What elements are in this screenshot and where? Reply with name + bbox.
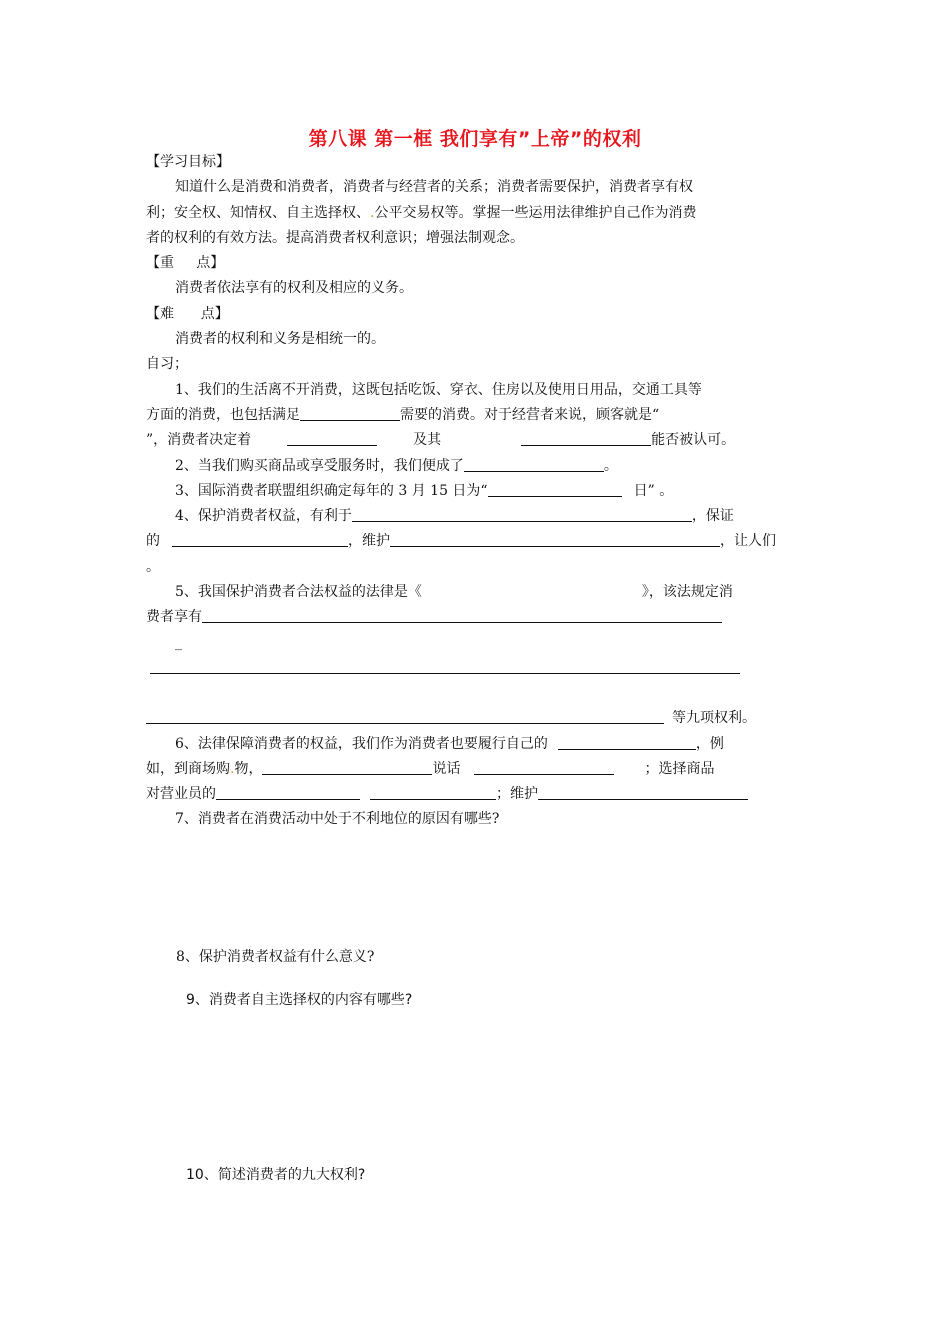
difficulty-text: 消费者的权利和义务是相统一的。 — [175, 331, 385, 348]
q5-text-a: 5、我国保护消费者合法权益的法律是《 — [175, 584, 422, 601]
q5-line-4 — [146, 656, 806, 681]
blank-rights-list-3[interactable] — [146, 708, 664, 724]
goals-line-2a: 利；安全权、知情权、自主选择权、 — [146, 204, 370, 221]
q8-question: 8、保护消费者权益有什么意义? — [176, 949, 375, 965]
decorative-dot: . — [230, 760, 235, 777]
q5-line-1 — [146, 580, 806, 605]
q6-line-1 — [146, 732, 806, 757]
goals-line-3: 者的权利的有效方法。提高消费者权利意识；增强法制观念。 — [146, 229, 524, 246]
q4-text-d: ，维护 — [348, 533, 390, 550]
q4-text-e: ，让人们 — [720, 533, 776, 550]
q5-text-c: 费者享有 — [146, 609, 202, 626]
q6-text-b: ，例 — [695, 735, 724, 752]
q6-text-c2: 物， — [234, 760, 263, 777]
blank-maintain-order[interactable] — [538, 784, 748, 800]
q5-text-e: 等九项权利。 — [672, 710, 756, 727]
blank-obligations[interactable] — [558, 734, 696, 750]
blank-choose[interactable] — [474, 759, 614, 775]
q5-line-6 — [146, 706, 806, 731]
blank-rights-list-2[interactable] — [150, 658, 740, 674]
q4-text-c: 的 — [146, 533, 160, 550]
q5-line-3: _ — [175, 634, 182, 651]
q1-line-1: 1、我们的生活离不开消费，这既包括吃饭、穿衣、住房以及使用日用品，交通工具等 — [175, 381, 702, 398]
goals-line-1: 知道什么是消费和消费者，消费者与经营者的关系；消费者需要保护，消费者享有权 — [175, 179, 693, 196]
q1-text-c3: 能否被认可。 — [651, 432, 736, 449]
decorative-dot: . — [370, 204, 375, 221]
blank-decides[interactable] — [287, 430, 377, 446]
blank-maintain[interactable] — [390, 531, 720, 547]
q7-question: 7、消费者在消费活动中处于不利地位的原因有哪些? — [175, 811, 500, 828]
blank-need-type[interactable] — [300, 405, 400, 421]
blank-clerk-1[interactable] — [216, 784, 360, 800]
q4-line-3: 。 — [146, 558, 160, 575]
q3-text-a: 3、国际消费者联盟组织确定每年的 3 月 15 日为“ — [175, 482, 488, 499]
blank-rights-day[interactable] — [488, 481, 622, 497]
q6-text-d2: ；维护 — [496, 786, 538, 803]
blank-consumer[interactable] — [464, 456, 604, 472]
lesson-title: 第八课 第一框 我们享有”上帝”的权利 — [308, 128, 642, 150]
blank-rights-list-1[interactable] — [202, 607, 722, 623]
q4-text-b: ，保证 — [691, 508, 734, 525]
blank-beneficial[interactable] — [352, 506, 692, 522]
q1-text-b2: 需要的消费。对于经营者来说，顾客就是“ — [400, 406, 660, 423]
goals-line-2b: 公平交易权等。掌握一些运用法律维护自己作为消费 — [374, 204, 697, 221]
q2-line — [146, 454, 806, 479]
q6-text-c1: 如，到商场购 — [146, 760, 230, 777]
q1-line-3 — [146, 428, 806, 453]
q6-line-3 — [146, 782, 806, 807]
q5-line-5 — [146, 681, 806, 706]
q6-text-d1: 对营业员的 — [146, 786, 216, 803]
goals-line-2 — [146, 201, 806, 226]
key-heading: 【重 点】 — [146, 255, 225, 272]
q6-line-2 — [146, 757, 806, 782]
q4-text-a: 4、保护消费者权益，有利于 — [175, 508, 352, 525]
q2-text-a: 2、当我们购买商品或享受服务时，我们便成了 — [175, 457, 464, 474]
blank-clerk-2[interactable] — [370, 784, 496, 800]
q6-text-c4: ；选择商品 — [644, 760, 715, 777]
q1-line-2 — [146, 403, 806, 428]
q9-question: 9、消费者自主选择权的内容有哪些? — [186, 992, 413, 1008]
q4-line-1 — [146, 504, 806, 529]
q1-text-c1: ”，消费者决定着 — [146, 432, 252, 449]
difficulty-heading: 【难 点】 — [146, 305, 229, 322]
q3-text-b: 日” 。 — [633, 482, 674, 499]
blank-recognized[interactable] — [521, 430, 651, 446]
self-study-label: 自习； — [146, 356, 188, 373]
q5-text-b: 》，该法规定消 — [641, 584, 733, 601]
blank-speech[interactable] — [262, 759, 432, 775]
q6-text-a: 6、法律保障消费者的权益，我们作为消费者也要履行自己的 — [175, 735, 548, 752]
q1-text-c2: 及其 — [413, 432, 442, 449]
q4-line-2 — [146, 529, 806, 554]
blank-guarantee[interactable] — [172, 531, 348, 547]
q5-line-2 — [146, 605, 806, 630]
q2-text-b: 。 — [603, 457, 618, 474]
q6-text-c3: 说话 — [432, 760, 461, 777]
q10-question: 10、简述消费者的九大权利? — [186, 1167, 366, 1183]
key-text: 消费者依法享有的权利及相应的义务。 — [175, 280, 413, 297]
document-body — [146, 150, 806, 833]
q1-text-b1: 方面的消费，也包括满足 — [146, 406, 300, 423]
q3-line — [146, 479, 806, 504]
goals-heading: 【学习目标】 — [146, 154, 230, 170]
